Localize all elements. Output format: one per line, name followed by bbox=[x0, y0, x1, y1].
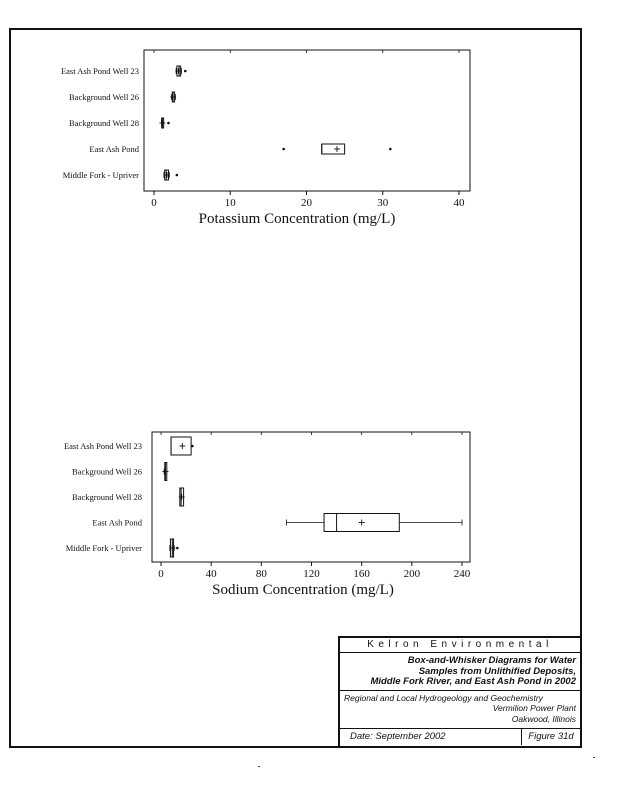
category-label: East Ash Pond Well 23 bbox=[60, 66, 139, 76]
company-name: Kelron Environmental bbox=[340, 638, 580, 653]
figure-date: Date: September 2002 bbox=[340, 729, 522, 745]
project-line: Oakwood, Illinois bbox=[511, 713, 576, 724]
outlier-point bbox=[176, 547, 179, 550]
category-label: Middle Fork - Upriver bbox=[65, 543, 142, 553]
x-tick-label: 20 bbox=[301, 197, 312, 209]
x-axis-title: Sodium Concentration (mg/L) bbox=[212, 582, 394, 598]
category-label: Middle Fork - Upriver bbox=[62, 170, 139, 180]
outlier-point bbox=[167, 122, 170, 125]
x-tick-label: 30 bbox=[377, 197, 389, 209]
x-tick-label: 160 bbox=[353, 568, 370, 580]
outlier-point bbox=[176, 174, 179, 177]
scan-speck bbox=[593, 757, 595, 758]
outlier-point bbox=[191, 445, 194, 448]
category-label: Background Well 28 bbox=[69, 118, 139, 128]
x-tick-label: 120 bbox=[303, 568, 320, 580]
figure-title bbox=[340, 653, 580, 691]
scan-speck bbox=[258, 766, 260, 767]
outlier-point bbox=[282, 148, 285, 151]
category-label: East Ash Pond bbox=[89, 144, 139, 154]
project-info bbox=[340, 691, 580, 729]
x-tick-label: 40 bbox=[205, 568, 217, 580]
category-label: Background Well 26 bbox=[72, 466, 142, 477]
outlier-point bbox=[389, 148, 392, 151]
figure-title-line: Box-and-Whisker Diagrams for Water bbox=[407, 655, 576, 666]
x-axis-title: Potassium Concentration (mg/L) bbox=[198, 211, 396, 227]
title-block bbox=[338, 636, 582, 748]
category-label: Background Well 28 bbox=[72, 492, 142, 502]
category-label: East Ash Pond bbox=[92, 517, 142, 528]
plot-frame bbox=[144, 50, 470, 191]
category-label: East Ash Pond Well 23 bbox=[63, 441, 142, 451]
x-tick-label: 200 bbox=[403, 568, 421, 580]
title-block-footer bbox=[340, 729, 580, 745]
figure-number: Figure 31d bbox=[528, 730, 574, 742]
plot-frame bbox=[152, 432, 470, 562]
figure-title-line: Samples from Unlithified Deposits, bbox=[418, 665, 576, 677]
iqr-box bbox=[322, 144, 345, 154]
category-label: Background Well 26 bbox=[69, 92, 139, 102]
sodium-box-chart bbox=[0, 420, 618, 605]
figure-title-line: Middle Fork River, and East Ash Pond in 2002 bbox=[370, 676, 576, 687]
x-tick-label: 0 bbox=[158, 568, 164, 580]
x-tick-label: 10 bbox=[224, 197, 236, 209]
x-tick-label: 240 bbox=[453, 568, 471, 580]
x-tick-label: 80 bbox=[255, 568, 267, 580]
project-line: Regional and Local Hydrogeology and Geochemistry bbox=[344, 692, 543, 703]
x-tick-label: 40 bbox=[453, 197, 465, 209]
project-line: Vermilion Power Plant bbox=[492, 703, 576, 713]
x-tick-label: 0 bbox=[151, 197, 157, 209]
outlier-point bbox=[184, 70, 187, 73]
potassium-box-chart bbox=[0, 40, 618, 275]
